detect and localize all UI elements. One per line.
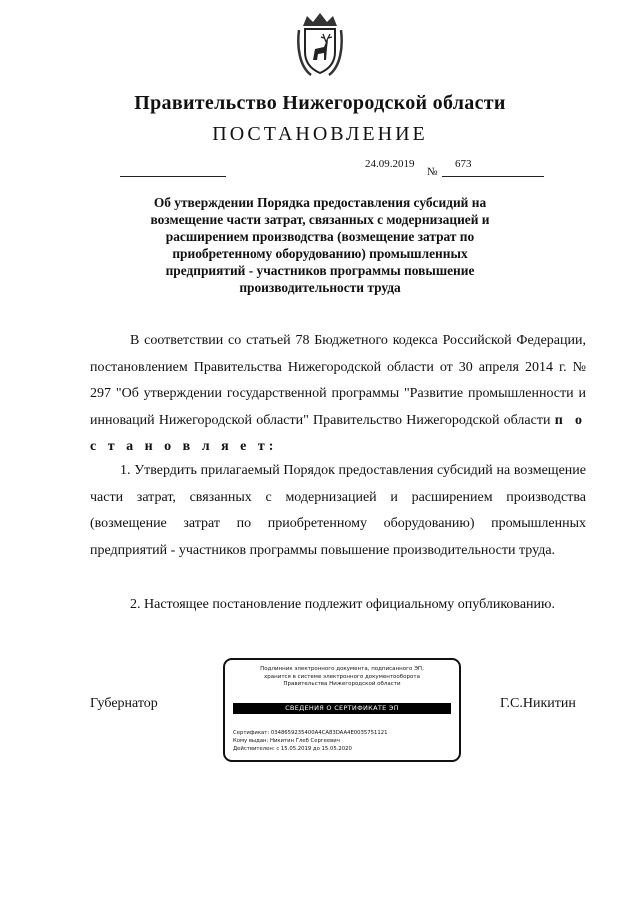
number-underline xyxy=(442,176,544,177)
issued-to-row xyxy=(233,737,388,745)
subject-line: расширением производства (возмещение затрат по xyxy=(165,229,475,244)
issued-to-label: Кому выдан: xyxy=(233,738,269,744)
subject-line: приобретенному оборудованию) промышленных xyxy=(172,246,468,261)
preamble-text: В соответствии со статьей 78 Бюджетного кодекса Российской Федерации, постановлением Правительства Нижегородской области от 30 апреля 2014 г. № 297 "Об утверждении государственной программы "Развитие промышленности и инноваций Нижегородской области" Правительство Нижегородской области xyxy=(90,333,586,428)
document-number: 673 xyxy=(455,158,472,170)
signatory-role: Губернатор xyxy=(90,696,158,711)
stamp-header-line: Правительства Нижегородской области xyxy=(283,681,401,687)
number-sign: № xyxy=(427,166,438,178)
certificate-row xyxy=(233,729,388,737)
preamble-paragraph xyxy=(90,328,586,461)
validity-row xyxy=(233,745,388,753)
subject-line: производительности труда xyxy=(239,280,401,295)
issued-to-value: Никитин Глеб Сергеевич xyxy=(269,738,340,744)
electronic-signature-stamp xyxy=(223,658,461,762)
stamp-details xyxy=(233,729,388,753)
clause-2-paragraph: 2. Настоящее постановление подлежит официальному опубликованию. xyxy=(130,597,555,612)
subject-line: предприятий - участников программы повышение xyxy=(165,263,475,278)
stamp-header-line: Подлинник электронного документа, подписанного ЭП, xyxy=(260,666,424,672)
signatory-name: Г.С.Никитин xyxy=(500,696,576,711)
validity-value: с 15.05.2019 до 15.05.2020 xyxy=(276,746,352,752)
validity-label: Действителен: xyxy=(233,746,275,752)
coat-of-arms-icon xyxy=(297,12,343,78)
certificate-label: Сертификат: xyxy=(233,730,270,736)
subject-line: возмещение части затрат, связанных с модернизацией и xyxy=(150,212,490,227)
government-name: Правительство Нижегородской области xyxy=(134,92,506,114)
certificate-value: 0348659235400A4CA83DAA4E0035751121 xyxy=(270,730,388,736)
date-left-underline xyxy=(120,176,226,177)
document-type: ПОСТАНОВЛЕНИЕ xyxy=(212,123,428,145)
stamp-header xyxy=(225,666,459,689)
document-subject xyxy=(120,194,520,296)
stamp-header-line: хранится в системе электронного документооборота xyxy=(264,673,420,680)
clause-1-paragraph: 1. Утвердить прилагаемый Порядок предоставления субсидий на возмещение части затрат, связанных с модернизацией и расширением производства (возмещение затрат по приобретенному оборудованию) промышленных предприятий - участников программы повышение производительности труда. xyxy=(90,463,586,558)
stamp-title: СВЕДЕНИЯ О СЕРТИФИКАТЕ ЭП xyxy=(233,703,451,714)
decree-word: п о с т а н о в л я е т: xyxy=(90,412,586,454)
subject-line: Об утверждении Порядка предоставления субсидий на xyxy=(153,195,487,210)
document-date: 24.09.2019 xyxy=(365,158,415,170)
